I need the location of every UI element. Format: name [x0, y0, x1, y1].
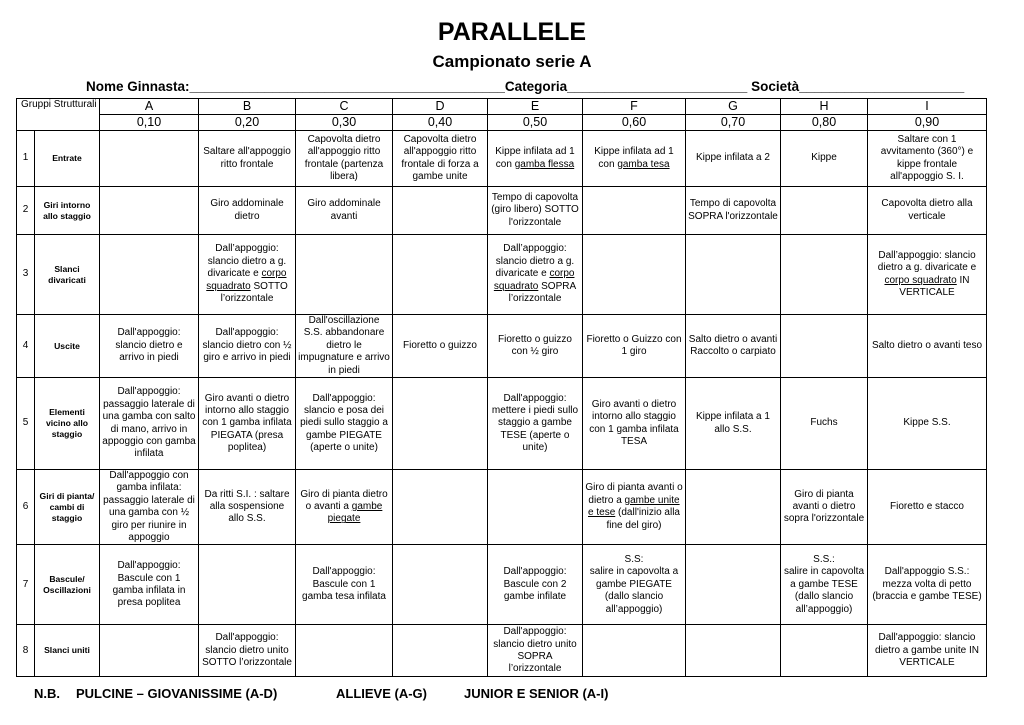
cell-f: [583, 545, 686, 625]
row-group-name: Entrate: [35, 131, 100, 187]
cell-d: [393, 187, 488, 235]
column-letter: H: [781, 99, 868, 115]
cell-g: [686, 470, 781, 545]
cell-b: Dall'appoggio: slancio dietro unito SOTTO l’orizzontale: [199, 625, 296, 677]
table-row: [17, 378, 987, 470]
row-number: 7: [17, 545, 35, 625]
cell-e: Fioretto o guizzo con ½ giro: [488, 315, 583, 378]
cell-i: Kippe S.S.: [868, 378, 987, 470]
header-fields: [86, 78, 986, 96]
row-number: 5: [17, 378, 35, 470]
row-group-name: Giri di pianta/ cambi di staggio: [35, 470, 100, 545]
cell-line: (dallo slancio all’appoggio): [604, 591, 664, 615]
cell-g: Tempo di capovolta SOPRA l'orizzontale: [686, 187, 781, 235]
cell-text: IN VERTICALE: [899, 274, 970, 298]
cell-c: [296, 470, 393, 545]
underlined-text: corpo squadrato: [493, 268, 575, 292]
row-group-name: Slanci divaricati: [35, 235, 100, 315]
table-row: [17, 315, 987, 378]
cell-a: [100, 625, 199, 677]
cell-i: Dall'appoggio: slancio dietro a gambe unite IN VERTICALE: [868, 625, 987, 677]
cell-line: salire in capovolta a gambe PIEGATE: [589, 566, 679, 590]
cell-text: Kippe infilata ad 1 con: [495, 146, 575, 170]
column-value: 0,90: [868, 115, 987, 131]
cell-a: [100, 235, 199, 315]
cell-f: [583, 625, 686, 677]
cell-h: Fuchs: [781, 378, 868, 470]
cell-e: [488, 470, 583, 545]
corner-label: Gruppi Strutturali: [17, 99, 100, 131]
cell-a: [100, 187, 199, 235]
cell-c: Giro addominale avanti: [296, 187, 393, 235]
cell-h: Kippe: [781, 131, 868, 187]
cell-h: [781, 187, 868, 235]
column-value: 0,80: [781, 115, 868, 131]
cell-i: Fioretto e stacco: [868, 470, 987, 545]
cell-line: (dallo slancio all’appoggio): [794, 591, 854, 615]
column-value: 0,50: [488, 115, 583, 131]
underlined-text: corpo squadrato: [206, 268, 287, 292]
cell-b: Saltare all'appoggio ritto frontale: [199, 131, 296, 187]
cell-c: [296, 625, 393, 677]
column-letter: B: [199, 99, 296, 115]
table-row: [17, 131, 987, 187]
header-row-values: [17, 115, 987, 131]
column-letter: F: [583, 99, 686, 115]
cell-h: [781, 545, 868, 625]
table-row: [17, 625, 987, 677]
cell-b: Dall'appoggio: slancio dietro con ½ giro e arrivo in piedi: [199, 315, 296, 378]
column-value: 0,10: [100, 115, 199, 131]
cell-d: [393, 235, 488, 315]
footer-pulcine: PULCINE – GIOVANISSIME (A-D): [76, 686, 278, 701]
cell-c: Dall'appoggio: Bascule con 1 gamba tesa infilata: [296, 545, 393, 625]
cell-f: [583, 470, 686, 545]
cell-e: Dall'appoggio: Bascule con 2 gambe infilate: [488, 545, 583, 625]
cell-line: salire in capovolta a gambe TESE: [783, 566, 865, 590]
footer-allieve: ALLIEVE (A-G): [336, 686, 427, 701]
cell-text: Dall’appoggio: slancio dietro a g. divaricate e: [877, 249, 977, 274]
cell-a: Dall'appoggio con gamba infilata: passaggio laterale di una gamba con ½ giro per riunire in appoggio: [100, 470, 199, 545]
cell-d: [393, 545, 488, 625]
cell-a: Dall'appoggio: slancio dietro e arrivo in piedi: [100, 315, 199, 378]
column-value: 0,20: [199, 115, 296, 131]
row-group-name: Elementi vicino allo staggio: [35, 378, 100, 470]
underlined-text: gamba flessa: [514, 158, 575, 170]
cell-b: Giro avanti o dietro intorno allo staggio con 1 gamba infilata PIEGATA (presa poplitea): [199, 378, 296, 470]
cell-d: [393, 625, 488, 677]
row-number: 2: [17, 187, 35, 235]
cell-f: [583, 235, 686, 315]
column-value: 0,60: [583, 115, 686, 131]
underlined-text: gambe piegate: [327, 501, 383, 525]
cell-g: [686, 545, 781, 625]
row-number: 3: [17, 235, 35, 315]
cell-h: [781, 315, 868, 378]
cell-f: Giro avanti o dietro intorno allo staggio con 1 gamba infilata TESA: [583, 378, 686, 470]
column-letter: E: [488, 99, 583, 115]
column-value: 0,30: [296, 115, 393, 131]
cell-line: S.S:: [624, 553, 644, 565]
cell-c: Dall'oscillazione S.S. abbandonare dietro le impugnature e arrivo in piedi: [296, 315, 393, 378]
cell-c: Dall'appoggio: slancio e posa dei piedi sullo staggio a gambe PIEGATE (aperte o unite): [296, 378, 393, 470]
cell-text: (dall'inizio alla fine del giro): [606, 507, 680, 531]
column-letter: D: [393, 99, 488, 115]
cell-d: [393, 378, 488, 470]
table-row: [17, 470, 987, 545]
column-letter: A: [100, 99, 199, 115]
cell-g: Kippe infilata a 2: [686, 131, 781, 187]
cell-f: [583, 187, 686, 235]
cell-g: Kippe infilata a 1 allo S.S.: [686, 378, 781, 470]
cell-e: [488, 235, 583, 315]
row-group-name: Slanci uniti: [35, 625, 100, 677]
cell-text: Giro di pianta avanti o dietro a: [585, 482, 683, 506]
cell-i: Saltare con 1 avvitamento (360°) e kippe frontale all'appoggio S. I.: [868, 131, 987, 187]
cell-i: [868, 235, 987, 315]
cell-g: [686, 235, 781, 315]
cell-d: Fioretto o guizzo: [393, 315, 488, 378]
underlined-text: gambe unite e tese: [588, 494, 680, 519]
row-number: 4: [17, 315, 35, 378]
nome-ginnasta-field[interactable]: Nome Ginnasta:__________________________________________: [86, 79, 505, 94]
cell-a: Dall'appoggio: passaggio laterale di una gamba con salto di mano, arrivo in appoggio con gamba infilata: [100, 378, 199, 470]
page-subtitle: Campionato serie A: [432, 52, 592, 71]
table-row: [17, 545, 987, 625]
column-letter: I: [868, 99, 987, 115]
cell-d: [393, 470, 488, 545]
cell-g: [686, 625, 781, 677]
header-row-letters: [17, 99, 987, 115]
underlined-text: corpo squadrato: [884, 274, 957, 286]
column-value: 0,70: [686, 115, 781, 131]
cell-b: [199, 545, 296, 625]
cell-i: Salto dietro o avanti teso: [868, 315, 987, 378]
cell-f: Fioretto o Guizzo con 1 giro: [583, 315, 686, 378]
cell-e: Dall'appoggio: mettere i piedi sullo staggio a gambe TESE (aperte o unite): [488, 378, 583, 470]
cell-b: Da ritti S.I. : saltare alla sospensione allo S.S.: [199, 470, 296, 545]
cell-e: Dall'appoggio: slancio dietro unito SOPRA l’orizzontale: [488, 625, 583, 677]
cell-text: SOTTO l’orizzontale: [220, 280, 288, 305]
cell-text: Giro di pianta dietro o avanti a: [300, 488, 388, 513]
cell-text: Dall’appoggio: slancio dietro a g. divaricate e: [207, 243, 287, 280]
row-group-name: Giri intorno allo staggio: [35, 187, 100, 235]
cell-text: SOPRA l’orizzontale: [508, 280, 577, 305]
cell-b: [199, 235, 296, 315]
cell-e: [488, 131, 583, 187]
cell-d: Capovolta dietro all'appoggio ritto frontale di forza a gambe unite: [393, 131, 488, 187]
societa-field[interactable]: Società______________________: [747, 79, 965, 94]
cell-h: [781, 625, 868, 677]
row-group-name: Uscite: [35, 315, 100, 378]
cell-a: Dall'appoggio: Bascule con 1 gamba infilata in presa poplitea: [100, 545, 199, 625]
cell-c: [296, 235, 393, 315]
row-number: 8: [17, 625, 35, 677]
cell-e: Tempo di capovolta (giro libero) SOTTO l'orizzontale: [488, 187, 583, 235]
column-letter: C: [296, 99, 393, 115]
cell-text: Kippe infilata ad 1 con: [594, 146, 674, 170]
categoria-field[interactable]: Categoria________________________: [504, 79, 748, 94]
cell-b: Giro addominale dietro: [199, 187, 296, 235]
table-row: [17, 235, 987, 315]
cell-text: Dall’appoggio: slancio dietro a g. divaricate e: [495, 243, 575, 280]
cell-line: S.S.:: [813, 553, 835, 565]
cell-c: Capovolta dietro all'appoggio ritto frontale (partenza libera): [296, 131, 393, 187]
cell-i: Dall'appoggio S.S.: mezza volta di petto (braccia e gambe TESE): [868, 545, 987, 625]
cell-g: Salto dietro o avanti Raccolto o carpiato: [686, 315, 781, 378]
elements-table: [16, 98, 987, 677]
footer-note: [34, 686, 994, 706]
page-title: PARALLELE: [437, 18, 587, 46]
table-row: [17, 187, 987, 235]
cell-h: Giro di pianta avanti o dietro sopra l'orizzontale: [781, 470, 868, 545]
underlined-text: gamba tesa: [617, 158, 670, 170]
row-number: 6: [17, 470, 35, 545]
row-group-name: Bascule/ Oscillazioni: [35, 545, 100, 625]
row-number: 1: [17, 131, 35, 187]
cell-h: [781, 235, 868, 315]
cell-a: [100, 131, 199, 187]
column-letter: G: [686, 99, 781, 115]
footer-junior: JUNIOR E SENIOR (A-I): [464, 686, 609, 701]
column-value: 0,40: [393, 115, 488, 131]
cell-i: Capovolta dietro alla verticale: [868, 187, 987, 235]
footer-nb: N.B.: [34, 686, 60, 701]
cell-f: [583, 131, 686, 187]
